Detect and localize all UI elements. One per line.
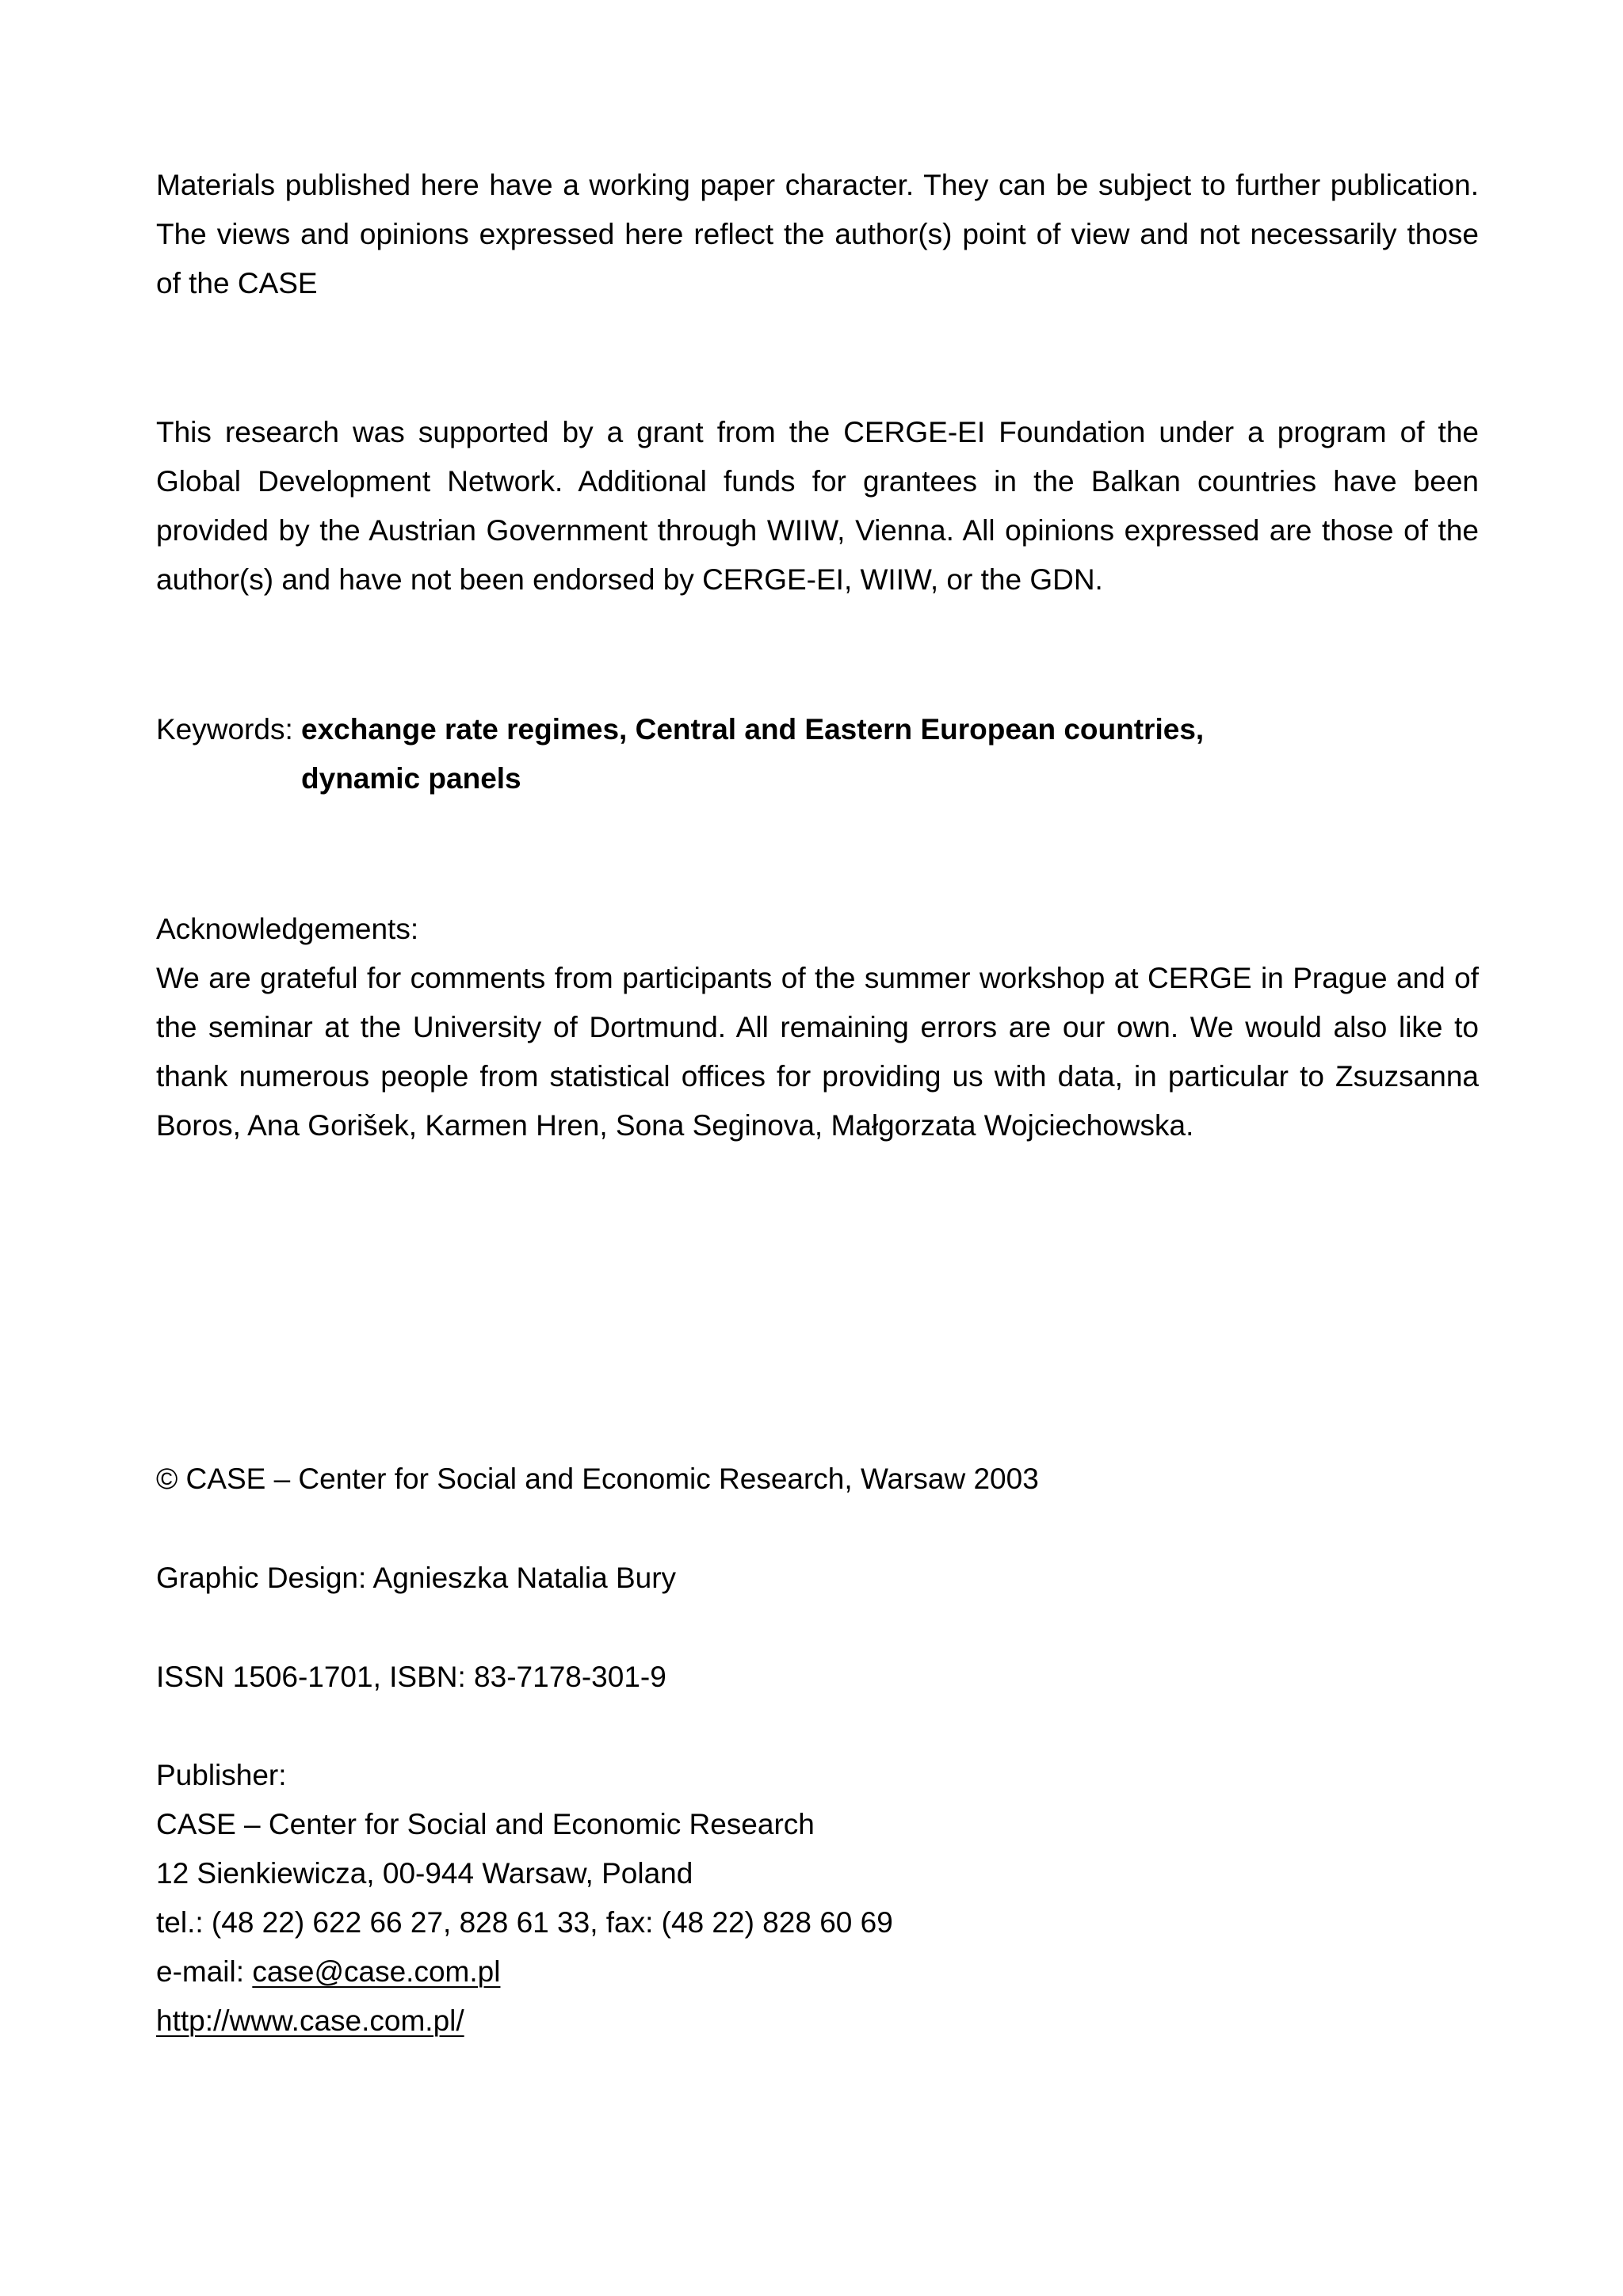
publisher-email-line [156, 1947, 1479, 1997]
issn-isbn: ISSN 1506-1701, ISBN: 83-7178-301-9 [156, 1661, 666, 1693]
keywords-label: Keywords: [156, 713, 302, 746]
acknowledgements-heading: Acknowledgements: [156, 913, 419, 945]
publisher-phone-fax: tel.: (48 22) 622 66 27, 828 61 33, fax: (48 22) 828 60 69 [156, 1906, 893, 1939]
copyright-notice: © CASE – Center for Social and Economic Research, Warsaw 2003 [156, 1463, 1039, 1495]
acknowledgements-section [156, 905, 1479, 1150]
disclaimer-paragraph: Materials published here have a working paper character. They can be subject to further publication. The views and opinions expressed here reflect the author(s) point of view and not necessarily those of the CASE [156, 169, 1479, 299]
keywords-line-1: exchange rate regimes, Central and Eastern European countries, [301, 713, 1205, 746]
website-line [156, 1997, 1479, 2046]
acknowledgements-text: We are grateful for comments from participants of the summer workshop at CERGE in Prague and of the seminar at the University of Dortmund. All remaining errors are our own. We would also like to thank numerous people from statistical offices for providing us with data, in particular to Zsuzsanna Boros, Ana Gorišek, Karmen Hren, Sona Seginova, Małgorzata Wojciechowska. [156, 962, 1479, 1142]
graphic-design-credit: Graphic Design: Agnieszka Natalia Bury [156, 1562, 677, 1594]
page-content [156, 161, 1479, 2046]
publisher-name: CASE – Center for Social and Economic Research [156, 1808, 815, 1840]
website-link[interactable]: http://www.case.com.pl/ [156, 2004, 464, 2037]
publisher-address: 12 Sienkiewicza, 00-944 Warsaw, Poland [156, 1857, 693, 1890]
keywords-section [156, 705, 1479, 803]
email-label: e-mail: [156, 1955, 253, 1988]
keywords-line-2: dynamic panels [301, 762, 521, 795]
keywords-terms [301, 705, 1204, 803]
publisher-section [156, 1751, 1479, 2046]
email-link[interactable]: case@case.com.pl [252, 1955, 501, 1988]
publisher-heading: Publisher: [156, 1759, 287, 1791]
grant-support-paragraph: This research was supported by a grant from the CERGE-EI Foundation under a program of the Global Development Network. Additional funds for grantees in the Balkan countries have been provided by the Austrian Government through WIIW, Vienna. All opinions expressed are those of the author(s) and have not been endorsed by CERGE-EI, WIIW, or the GDN. [156, 416, 1479, 596]
